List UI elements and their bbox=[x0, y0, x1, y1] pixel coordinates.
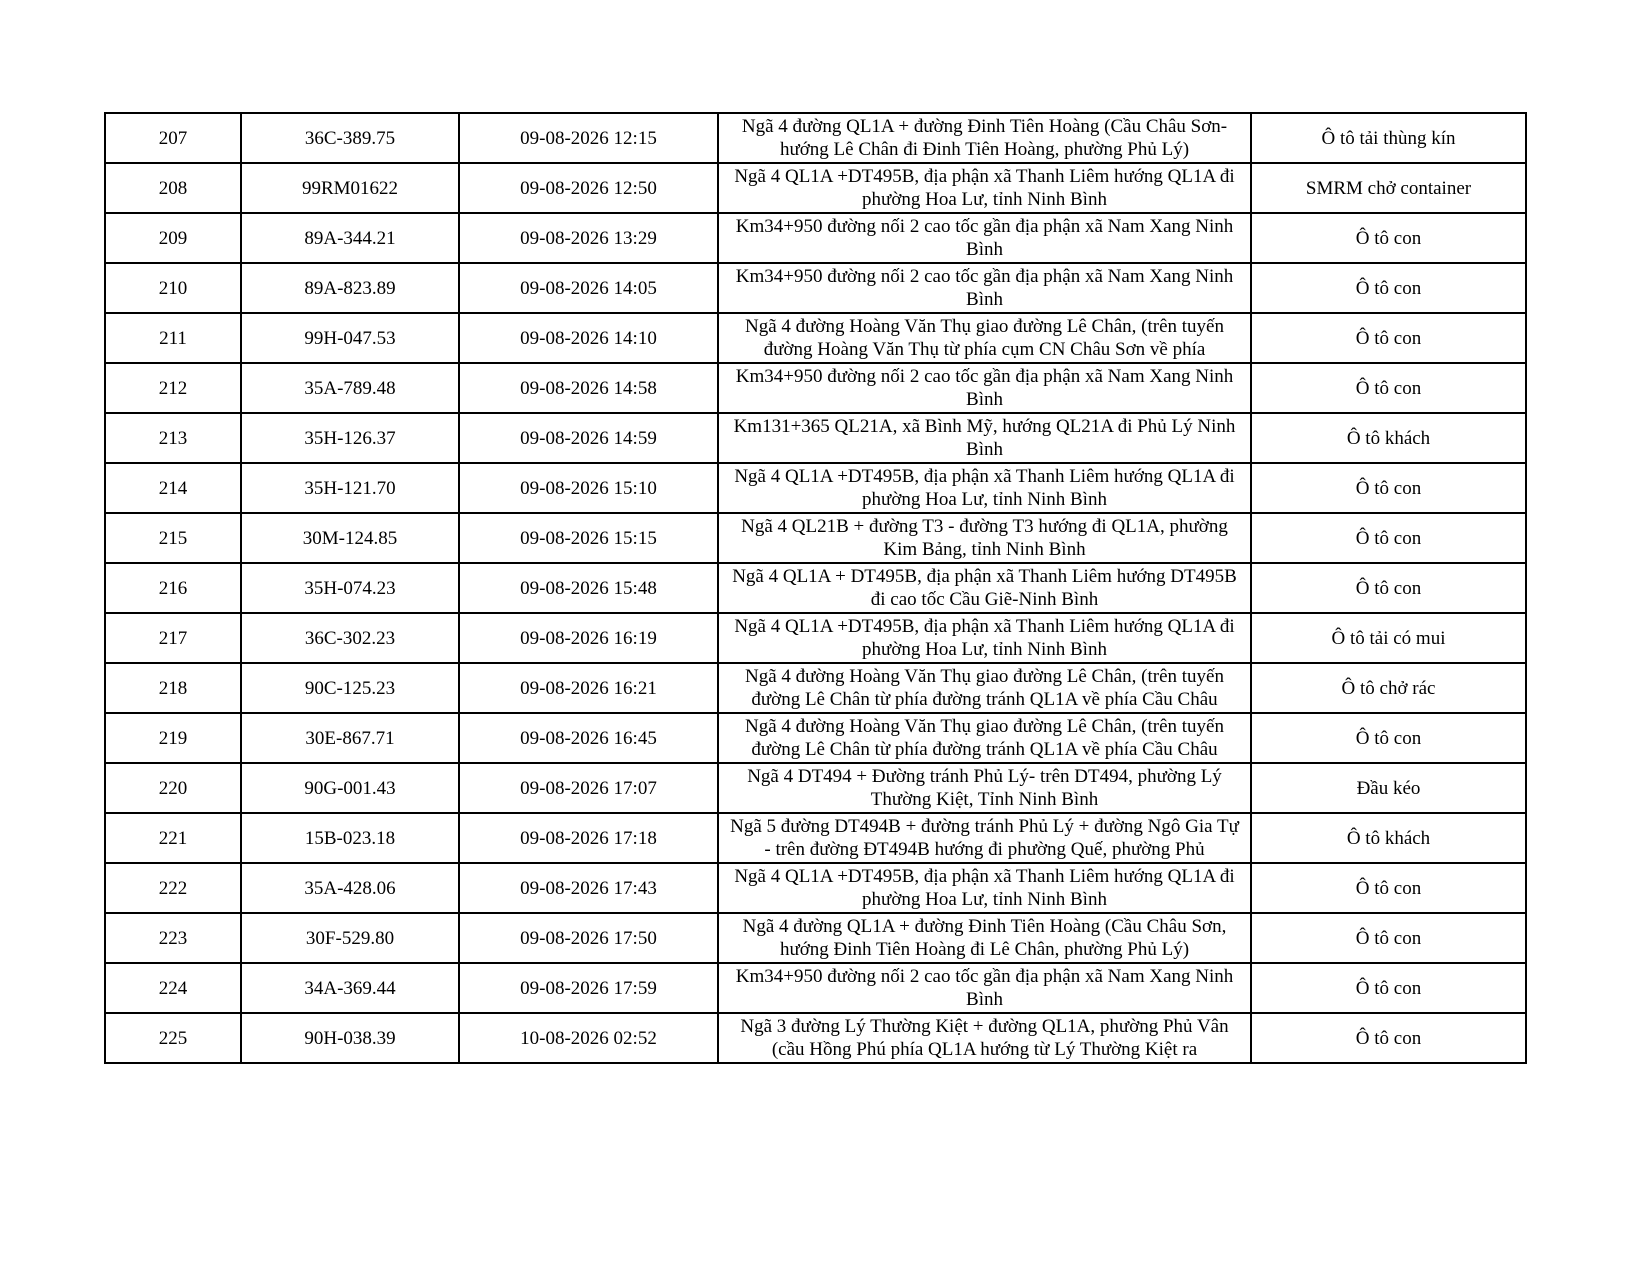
violations-table-body bbox=[105, 113, 1526, 1063]
violation-location-text: Ngã 4 đường QL1A + đường Đinh Tiên Hoàng (Cầu Châu Sơn, hướng Đinh Tiên Hoàng đi Lê Chân, phường Phủ Lý) bbox=[742, 916, 1227, 960]
license-plate-cell: 89A-823.89 bbox=[241, 263, 459, 313]
row-number-cell: 216 bbox=[105, 563, 241, 613]
row-number-cell: 209 bbox=[105, 213, 241, 263]
license-plate-cell: 30M-124.85 bbox=[241, 513, 459, 563]
license-plate-cell: 99RM01622 bbox=[241, 163, 459, 213]
violation-location-text: Km34+950 đường nối 2 cao tốc gần địa phận xã Nam Xang Ninh Bình bbox=[735, 266, 1234, 310]
violation-location-cell bbox=[718, 463, 1251, 513]
vehicle-type-cell: Ô tô tải có mui bbox=[1251, 613, 1526, 663]
row-number-cell: 219 bbox=[105, 713, 241, 763]
violation-time-cell: 09-08-2026 14:59 bbox=[459, 413, 718, 463]
vehicle-type-cell: Ô tô con bbox=[1251, 513, 1526, 563]
violation-location-text: Ngã 4 QL1A + DT495B, địa phận xã Thanh Liêm hướng DT495B đi cao tốc Cầu Giẽ-Ninh Bình bbox=[732, 566, 1237, 610]
table-row bbox=[105, 713, 1526, 763]
table-row bbox=[105, 613, 1526, 663]
violation-location-cell bbox=[718, 563, 1251, 613]
row-number-cell: 212 bbox=[105, 363, 241, 413]
violation-location-text: Ngã 4 đường Hoàng Văn Thụ giao đường Lê Chân, (trên tuyến đường Lê Chân từ phía đường tránh QL1A về phía Cầu Châu bbox=[744, 716, 1224, 760]
vehicle-type-cell: Ô tô con bbox=[1251, 263, 1526, 313]
license-plate-cell: 35H-074.23 bbox=[241, 563, 459, 613]
violation-location-cell bbox=[718, 763, 1251, 813]
violation-location-cell bbox=[718, 813, 1251, 863]
vehicle-type-cell: Ô tô con bbox=[1251, 463, 1526, 513]
violation-location-cell bbox=[718, 413, 1251, 463]
violation-time-cell: 09-08-2026 17:18 bbox=[459, 813, 718, 863]
row-number-cell: 217 bbox=[105, 613, 241, 663]
table-row bbox=[105, 563, 1526, 613]
row-number-cell: 207 bbox=[105, 113, 241, 163]
table-row bbox=[105, 863, 1526, 913]
table-row bbox=[105, 263, 1526, 313]
violation-location-text: Ngã 4 QL1A +DT495B, địa phận xã Thanh Liêm hướng QL1A đi phường Hoa Lư, tỉnh Ninh Bình bbox=[734, 466, 1235, 510]
license-plate-cell: 35A-428.06 bbox=[241, 863, 459, 913]
violation-location-cell bbox=[718, 1013, 1251, 1063]
row-number-cell: 215 bbox=[105, 513, 241, 563]
violation-location-cell bbox=[718, 263, 1251, 313]
license-plate-cell: 35A-789.48 bbox=[241, 363, 459, 413]
license-plate-cell: 34A-369.44 bbox=[241, 963, 459, 1013]
violation-location-cell bbox=[718, 963, 1251, 1013]
violation-location-text: Ngã 3 đường Lý Thường Kiệt + đường QL1A, phường Phủ Vân (cầu Hồng Phú phía QL1A hướng từ Lý Thường Kiệt ra bbox=[740, 1016, 1229, 1060]
row-number-cell: 210 bbox=[105, 263, 241, 313]
violation-time-cell: 09-08-2026 15:48 bbox=[459, 563, 718, 613]
violation-time-cell: 09-08-2026 14:05 bbox=[459, 263, 718, 313]
violation-location-text: Km34+950 đường nối 2 cao tốc gần địa phận xã Nam Xang Ninh Bình bbox=[735, 366, 1234, 410]
row-number-cell: 213 bbox=[105, 413, 241, 463]
vehicle-type-cell: Ô tô con bbox=[1251, 963, 1526, 1013]
violation-location-cell bbox=[718, 213, 1251, 263]
row-number-cell: 218 bbox=[105, 663, 241, 713]
violation-time-cell: 09-08-2026 14:58 bbox=[459, 363, 718, 413]
violation-location-text: Ngã 4 đường Hoàng Văn Thụ giao đường Lê Chân, (trên tuyến đường Lê Chân từ phía đường tránh QL1A về phía Cầu Châu bbox=[744, 666, 1224, 710]
license-plate-cell: 36C-389.75 bbox=[241, 113, 459, 163]
violation-location-text: Ngã 4 QL1A +DT495B, địa phận xã Thanh Liêm hướng QL1A đi phường Hoa Lư, tỉnh Ninh Bình bbox=[734, 866, 1235, 910]
table-row bbox=[105, 1013, 1526, 1063]
violation-location-text: Ngã 4 QL1A +DT495B, địa phận xã Thanh Liêm hướng QL1A đi phường Hoa Lư, tỉnh Ninh Bình bbox=[734, 616, 1235, 660]
violation-time-cell: 10-08-2026 02:52 bbox=[459, 1013, 718, 1063]
vehicle-type-cell: Ô tô con bbox=[1251, 363, 1526, 413]
row-number-cell: 220 bbox=[105, 763, 241, 813]
violation-time-cell: 09-08-2026 17:59 bbox=[459, 963, 718, 1013]
violation-location-text: Ngã 5 đường DT494B + đường tránh Phủ Lý + đường Ngô Gia Tự - trên đường ĐT494B hướng đi phường Quế, phường Phủ bbox=[730, 816, 1239, 860]
violation-location-cell bbox=[718, 663, 1251, 713]
table-row bbox=[105, 363, 1526, 413]
table-row bbox=[105, 413, 1526, 463]
license-plate-cell: 89A-344.21 bbox=[241, 213, 459, 263]
table-row bbox=[105, 913, 1526, 963]
table-row bbox=[105, 763, 1526, 813]
table-row bbox=[105, 213, 1526, 263]
table-row bbox=[105, 663, 1526, 713]
table-row bbox=[105, 513, 1526, 563]
vehicle-type-cell: Ô tô con bbox=[1251, 213, 1526, 263]
table-row bbox=[105, 163, 1526, 213]
vehicle-type-cell: SMRM chở container bbox=[1251, 163, 1526, 213]
row-number-cell: 223 bbox=[105, 913, 241, 963]
license-plate-cell: 36C-302.23 bbox=[241, 613, 459, 663]
violation-time-cell: 09-08-2026 12:15 bbox=[459, 113, 718, 163]
violation-time-cell: 09-08-2026 13:29 bbox=[459, 213, 718, 263]
table-row bbox=[105, 963, 1526, 1013]
violation-time-cell: 09-08-2026 12:50 bbox=[459, 163, 718, 213]
violation-location-text: Km34+950 đường nối 2 cao tốc gần địa phận xã Nam Xang Ninh Bình bbox=[735, 966, 1234, 1010]
row-number-cell: 225 bbox=[105, 1013, 241, 1063]
violation-location-text: Km34+950 đường nối 2 cao tốc gần địa phận xã Nam Xang Ninh Bình bbox=[735, 216, 1234, 260]
table-row bbox=[105, 313, 1526, 363]
row-number-cell: 222 bbox=[105, 863, 241, 913]
table-row bbox=[105, 113, 1526, 163]
license-plate-cell: 15B-023.18 bbox=[241, 813, 459, 863]
violation-time-cell: 09-08-2026 15:10 bbox=[459, 463, 718, 513]
row-number-cell: 221 bbox=[105, 813, 241, 863]
violation-location-cell bbox=[718, 713, 1251, 763]
vehicle-type-cell: Ô tô chở rác bbox=[1251, 663, 1526, 713]
table-row bbox=[105, 463, 1526, 513]
violation-time-cell: 09-08-2026 16:45 bbox=[459, 713, 718, 763]
violation-time-cell: 09-08-2026 16:21 bbox=[459, 663, 718, 713]
row-number-cell: 211 bbox=[105, 313, 241, 363]
license-plate-cell: 35H-121.70 bbox=[241, 463, 459, 513]
row-number-cell: 208 bbox=[105, 163, 241, 213]
violation-location-text: Ngã 4 QL21B + đường T3 - đường T3 hướng đi QL1A, phường Kim Bảng, tỉnh Ninh Bình bbox=[741, 516, 1228, 560]
violation-location-text: Ngã 4 DT494 + Đường tránh Phủ Lý- trên DT494, phường Lý Thường Kiệt, Tỉnh Ninh Bình bbox=[747, 766, 1222, 810]
violation-location-cell bbox=[718, 613, 1251, 663]
violation-location-text: Ngã 4 đường Hoàng Văn Thụ giao đường Lê Chân, (trên tuyến đường Hoàng Văn Thụ từ phía cụm CN Châu Sơn về phía bbox=[744, 316, 1224, 360]
violation-location-cell bbox=[718, 363, 1251, 413]
violation-location-text: Ngã 4 đường QL1A + đường Đinh Tiên Hoàng (Cầu Châu Sơn- hướng Lê Chân đi Đinh Tiên Hoàng, phường Phủ Lý) bbox=[741, 116, 1228, 160]
violation-time-cell: 09-08-2026 14:10 bbox=[459, 313, 718, 363]
vehicle-type-cell: Ô tô con bbox=[1251, 313, 1526, 363]
violation-location-cell bbox=[718, 913, 1251, 963]
violation-time-cell: 09-08-2026 15:15 bbox=[459, 513, 718, 563]
violation-location-text: Ngã 4 QL1A +DT495B, địa phận xã Thanh Liêm hướng QL1A đi phường Hoa Lư, tỉnh Ninh Bình bbox=[734, 166, 1235, 210]
license-plate-cell: 99H-047.53 bbox=[241, 313, 459, 363]
vehicle-type-cell: Ô tô khách bbox=[1251, 413, 1526, 463]
violation-location-text: Km131+365 QL21A, xã Bình Mỹ, hướng QL21A đi Phủ Lý Ninh Bình bbox=[733, 416, 1236, 460]
vehicle-type-cell: Đầu kéo bbox=[1251, 763, 1526, 813]
vehicle-type-cell: Ô tô con bbox=[1251, 713, 1526, 763]
vehicle-type-cell: Ô tô con bbox=[1251, 863, 1526, 913]
vehicle-type-cell: Ô tô con bbox=[1251, 913, 1526, 963]
violation-time-cell: 09-08-2026 17:43 bbox=[459, 863, 718, 913]
vehicle-type-cell: Ô tô con bbox=[1251, 1013, 1526, 1063]
license-plate-cell: 90G-001.43 bbox=[241, 763, 459, 813]
license-plate-cell: 90H-038.39 bbox=[241, 1013, 459, 1063]
violation-time-cell: 09-08-2026 16:19 bbox=[459, 613, 718, 663]
row-number-cell: 214 bbox=[105, 463, 241, 513]
license-plate-cell: 90C-125.23 bbox=[241, 663, 459, 713]
row-number-cell: 224 bbox=[105, 963, 241, 1013]
license-plate-cell: 35H-126.37 bbox=[241, 413, 459, 463]
violation-location-cell bbox=[718, 163, 1251, 213]
violation-time-cell: 09-08-2026 17:07 bbox=[459, 763, 718, 813]
license-plate-cell: 30E-867.71 bbox=[241, 713, 459, 763]
violation-location-cell bbox=[718, 313, 1251, 363]
violation-location-cell bbox=[718, 113, 1251, 163]
vehicle-type-cell: Ô tô tải thùng kín bbox=[1251, 113, 1526, 163]
license-plate-cell: 30F-529.80 bbox=[241, 913, 459, 963]
violations-table bbox=[104, 112, 1527, 1064]
violation-location-cell bbox=[718, 863, 1251, 913]
table-row bbox=[105, 813, 1526, 863]
vehicle-type-cell: Ô tô khách bbox=[1251, 813, 1526, 863]
violation-location-cell bbox=[718, 513, 1251, 563]
violation-time-cell: 09-08-2026 17:50 bbox=[459, 913, 718, 963]
vehicle-type-cell: Ô tô con bbox=[1251, 563, 1526, 613]
